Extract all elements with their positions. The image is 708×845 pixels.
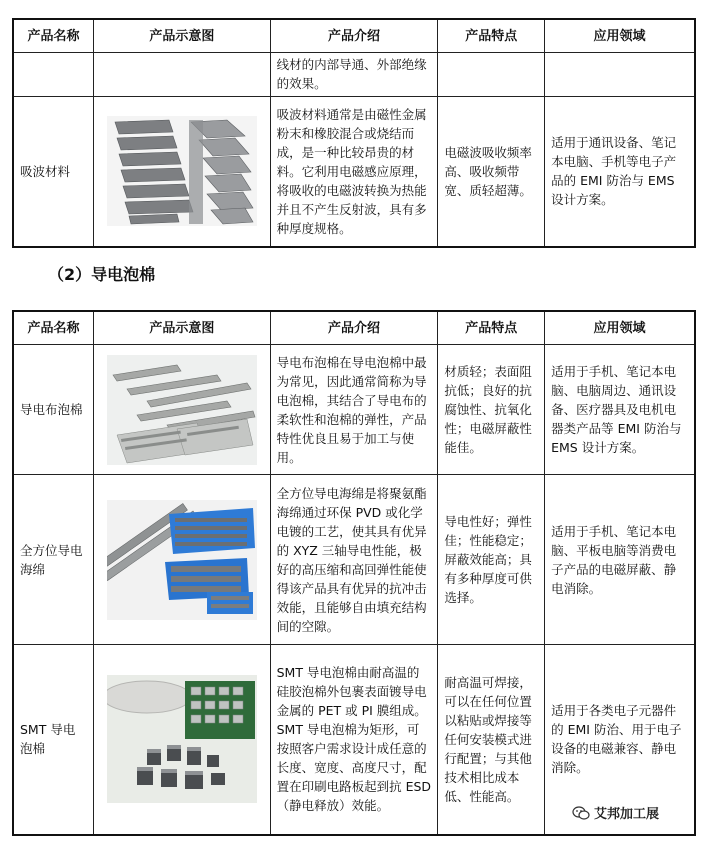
header-applications: 应用领域 [545,19,695,53]
header-product-intro: 产品介绍 [270,19,438,53]
watermark-text: 艾邦加工展 [594,807,660,822]
smt-conductive-foam-image [107,675,257,803]
intro-cell: 全方位导电海绵是将聚氨酯海绵通过环保 PVD 或化学电镀的工艺，使其具有优异的 XYZ 三轴导电性能，极好的高压缩和高回弹性能使得该产品具有优异的抗冲击效能，且能够自由填充结构间的空隙。 [270,475,438,645]
header-product-features: 产品特点 [438,19,545,53]
header-product-name: 产品名称 [13,311,94,345]
absorbing-material-image [107,116,257,226]
intro-cell: 导电布泡棉在导电泡棉中最为常见，因此通常简称为导电泡棉，其结合了导电布的柔软性和泡棉的弹性，产品特性优良且易于加工与使用。 [270,345,438,475]
omni-conductive-sponge-image [107,500,257,620]
product-name-cell: 导电布泡棉 [13,345,94,475]
conductive-cloth-foam-image [107,355,257,465]
header-applications: 应用领域 [545,311,695,345]
features-cell: 材质轻；表面阻抗低；良好的抗腐蚀性、抗氧化性；电磁屏蔽性能佳。 [438,345,545,475]
header-product-image: 产品示意图 [94,311,270,345]
header-product-image: 产品示意图 [94,19,270,53]
intro-cell: 线材的内部导通、外部绝缘的效果。 [270,53,438,97]
features-cell: 电磁波吸收频率高、吸收频带宽、质轻超薄。 [438,97,545,247]
applications-cell: 适用于手机、笔记本电脑、电脑周边、通讯设备、医疗器具及电机电器类产品等 EMI 防治与 EMS 设计方案。 [545,345,695,475]
product-name-cell: 吸波材料 [13,97,94,247]
table-row [13,97,695,247]
table-header-row [13,19,695,53]
features-cell: 耐高温可焊接，可以在任何位置以粘贴或焊接等任何安装模式进行配置；与其他技术相比成本低、性能高。 [438,645,545,835]
applications-cell: 适用于通讯设备、笔记本电脑、手机等电子产品的 EMI 防治与 EMS 设计方案。 [545,97,695,247]
table-row [13,475,695,645]
product-name-cell: SMT 导电泡棉 [13,645,94,835]
applications-cell: 适用于手机、笔记本电脑、平板电脑等消费电子产品的电磁屏蔽、静电消除。 [545,475,695,645]
intro-cell: SMT 导电泡棉由耐高温的硅胶泡棉外包裹表面镀导电金属的 PET 或 PI 膜组成。SMT 导电泡棉为矩形，可按照客户需求设计成任意的长度、宽度、高度尺寸，配置在印刷电路板起到抗 ESD（静电释放）效能。 [270,645,438,835]
table-row-continuation [13,53,695,97]
header-product-name: 产品名称 [13,19,94,53]
header-product-features: 产品特点 [438,311,545,345]
product-name-cell: 全方位导电海绵 [13,475,94,645]
table-header-row [13,311,695,345]
intro-cell: 吸波材料通常是由磁性金属粉末和橡胶混合或烧结而成，是一种比较昂贵的材料。它利用电磁感应原理，将吸收的电磁波转换为热能并且不产生反射波，具有多种厚度规格。 [270,97,438,247]
header-product-intro: 产品介绍 [270,311,438,345]
features-cell: 导电性好；弹性佳；性能稳定；屏蔽效能高；具有多种厚度可供选择。 [438,475,545,645]
wechat-icon [572,806,590,820]
watermark [572,803,659,822]
applications-cell: 适用于各类电子元器件的 EMI 防治、用于电子设备的电磁兼容、静电消除。 [545,645,695,835]
table-row [13,345,695,475]
section-title: （2）导电泡棉 [48,265,156,284]
product-table-1 [12,18,696,248]
product-table-2 [12,310,696,836]
